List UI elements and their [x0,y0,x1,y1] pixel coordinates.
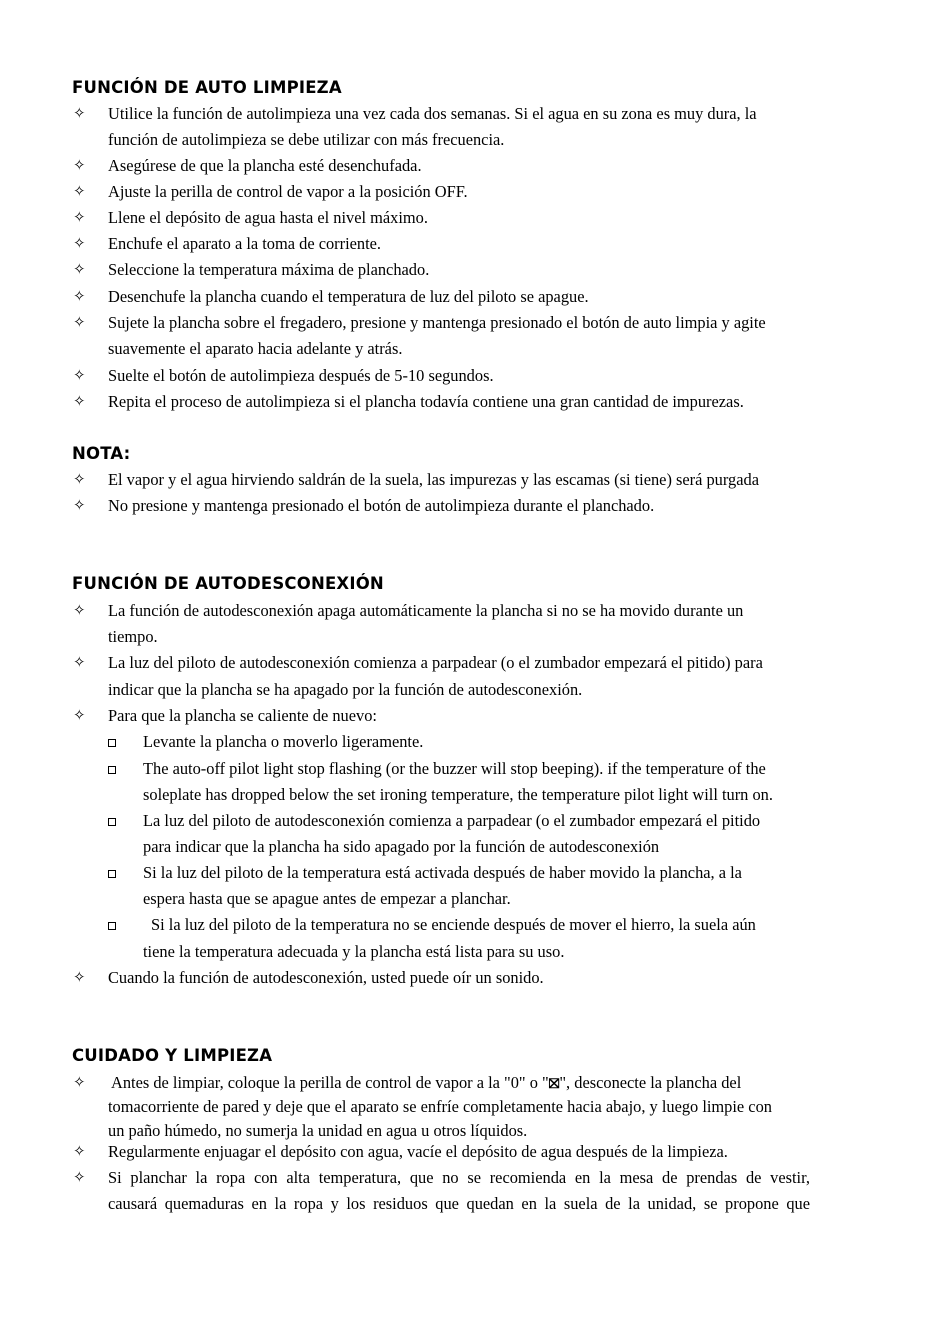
list-item-continuation: causará quemaduras en la ropa y los residuos que quedan en la suela de la unidad, se propone que [108,1194,810,1213]
list-item: Enchufe el aparato a la toma de corriente. [108,234,382,253]
square-bullet-icon [108,818,116,826]
bullet-icon: ✧ [73,234,86,252]
sub-list-item: La luz del piloto de autodesconexión comienza a parpadear (o el zumbador empezará el pitido [143,811,761,830]
list-item: Si planchar la ropa con alta temperatura, que no se recomienda en la mesa de prendas de vestir, [108,1168,810,1187]
heading-autodesconexion: FUNCIÓN DE AUTODESCONEXIÓN [72,574,384,593]
sub-list-item-continuation: tiene la temperatura adecuada y la plancha está lista para su uso. [143,942,565,961]
bullet-icon: ✧ [73,208,86,226]
square-bullet-icon [108,922,116,930]
list-item-continuation: un paño húmedo, no sumerja la unidad en agua u otros líquidos. [108,1121,528,1140]
sub-list-item: Si la luz del piloto de la temperatura está activada después de haber movido la plancha, a la [143,863,742,882]
sub-list-item-continuation: espera hasta que se apague antes de empezar a planchar. [143,889,511,908]
list-item-continuation: suavemente el aparato hacia adelante y atrás. [108,339,403,358]
list-item: Ajuste la perilla de control de vapor a la posición OFF. [108,182,468,201]
bullet-icon: ✧ [73,968,86,986]
list-item-continuation: función de autolimpieza se debe utilizar con más frecuencia. [108,130,505,149]
sub-list-item: The auto-off pilot light stop flashing (or the buzzer will stop beeping). if the temperature of the [143,759,766,778]
list-item: Llene el depósito de agua hasta el nivel máximo. [108,208,428,227]
bullet-icon: ✧ [73,653,86,671]
list-item: Repita el proceso de autolimpieza si el plancha todavía contiene una gran cantidad de impurezas. [108,392,744,411]
square-bullet-icon [108,870,116,878]
list-item: La función de autodesconexión apaga automáticamente la plancha si no se ha movido durante un [108,601,744,620]
list-item: El vapor y el agua hirviendo saldrán de la suela, las impurezas y las escamas (si tiene) será purgada [108,470,759,489]
list-item: Regularmente enjuagar el depósito con agua, vacíe el depósito de agua después de la limpieza. [108,1142,728,1161]
heading-auto-limpieza: FUNCIÓN DE AUTO LIMPIEZA [72,78,342,97]
list-item: No presione y mantenga presionado el botón de autolimpieza durante el planchado. [108,496,655,515]
list-item: Sujete la plancha sobre el fregadero, presione y mantenga presionado el botón de auto limpia y agite [108,313,766,332]
bullet-icon: ✧ [73,104,86,122]
list-item: Seleccione la temperatura máxima de planchado. [108,260,430,279]
list-item-continuation: tomacorriente de pared y deje que el aparato se enfríe completamente hacia abajo, y luego limpie con [108,1097,772,1116]
list-item-text-after: ", desconecte la plancha del [559,1073,742,1092]
bullet-icon: ✧ [73,313,86,331]
list-item: Utilice la función de autolimpieza una vez cada dos semanas. Si el agua en su zona es muy dura, la [108,104,757,123]
bullet-icon: ✧ [73,366,86,384]
list-item: La luz del piloto de autodesconexión comienza a parpadear (o el zumbador empezará el pitido) para [108,653,763,672]
bullet-icon: ✧ [73,1073,86,1091]
bullet-icon: ✧ [73,1168,86,1186]
sub-list-item-continuation: soleplate has dropped below the set ironing temperature, the temperature pilot light will turn on. [143,785,773,804]
bullet-icon: ✧ [73,392,86,410]
list-item: Cuando la función de autodesconexión, usted puede oír un sonido. [108,968,544,987]
list-item: Para que la plancha se caliente de nuevo: [108,706,377,725]
bullet-icon: ✧ [73,496,86,514]
bullet-icon: ✧ [73,287,86,305]
sub-list-item: Levante la plancha o moverlo ligeramente. [143,732,424,751]
list-item: Desenchufe la plancha cuando el temperatura de luz del piloto se apague. [108,287,589,306]
square-bullet-icon [108,739,116,747]
bullet-icon: ✧ [73,156,86,174]
sub-list-item-continuation: para indicar que la plancha ha sido apagado por la función de autodesconexión [143,837,660,856]
list-item [111,1073,741,1094]
bullet-icon: ✧ [73,601,86,619]
heading-cuidado-limpieza: CUIDADO Y LIMPIEZA [72,1046,273,1065]
bullet-icon: ✧ [73,470,86,488]
list-item: Suelte el botón de autolimpieza después de 5-10 segundos. [108,366,494,385]
list-item-continuation: tiempo. [108,627,158,646]
bullet-icon: ✧ [73,182,86,200]
square-bullet-icon [108,766,116,774]
list-item-continuation: indicar que la plancha se ha apagado por la función de autodesconexión. [108,680,583,699]
list-item-text-before: Antes de limpiar, coloque la perilla de control de vapor a la "0" o " [111,1073,549,1092]
bullet-icon: ✧ [73,706,86,724]
steam-off-symbol-icon: ⛝ [548,1076,560,1092]
list-item: Asegúrese de que la plancha esté desenchufada. [108,156,422,175]
bullet-icon: ✧ [73,1142,86,1160]
bullet-icon: ✧ [73,260,86,278]
heading-nota: NOTA: [72,444,131,463]
sub-list-item: Si la luz del piloto de la temperatura no se enciende después de mover el hierro, la suela aún [151,915,756,934]
